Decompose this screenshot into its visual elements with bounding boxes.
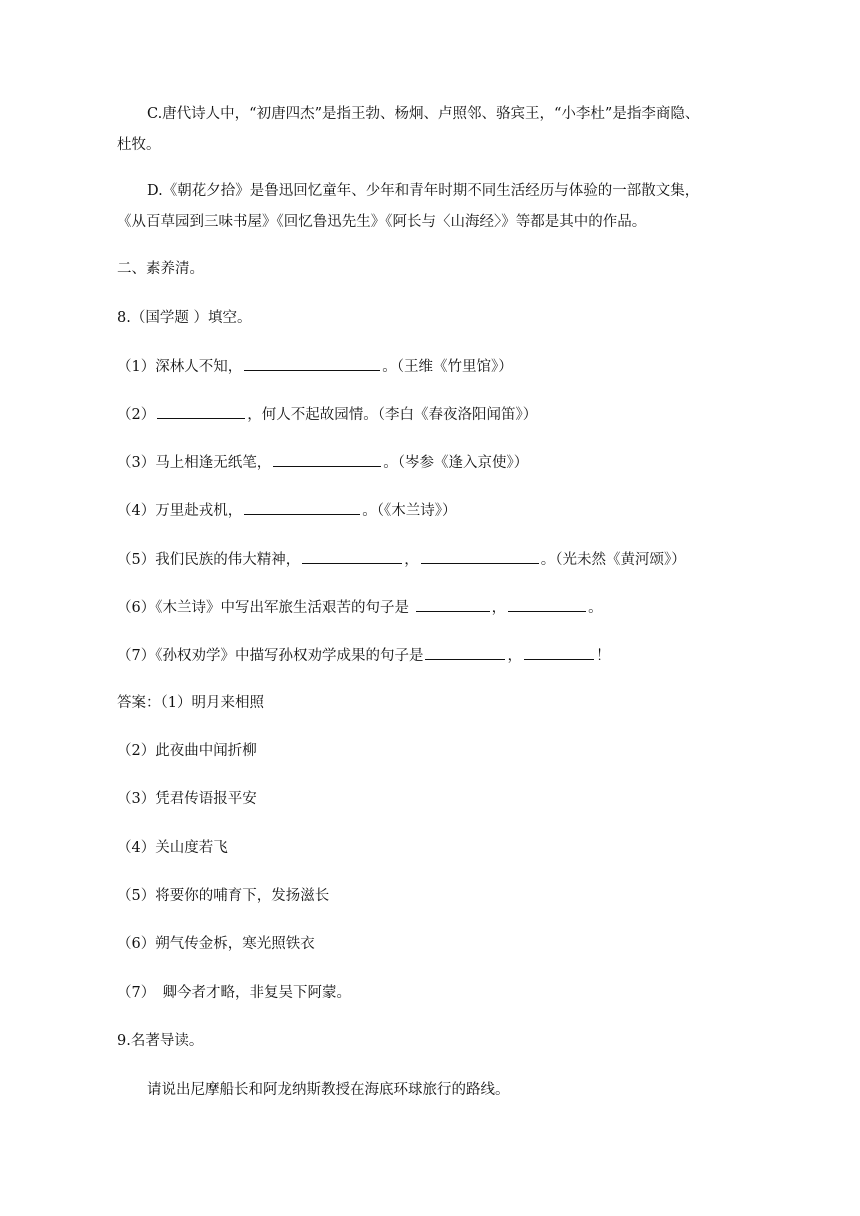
q8-item-5-mid: ， [404, 552, 419, 568]
q8-item-3-prefix: （3）马上相逢无纸笔， [117, 455, 272, 471]
q8-item-6-prefix: （6）《木兰诗》中写出军旅生活艰苦的句子是 [117, 600, 414, 616]
q8-item-4-suffix: 。（《木兰诗》） [362, 503, 457, 519]
q8-item-7 [117, 645, 610, 666]
q8-item-5-suffix: 。（光未然《黄河颂》） [540, 552, 686, 568]
q8-item-5-blank-2[interactable] [421, 549, 539, 564]
q8-item-2-prefix: （2） [117, 407, 156, 423]
q8-item-1-prefix: （1）深林人不知， [117, 359, 243, 375]
answer-item-6: （6）朔气传金柝，寒光照铁衣 [117, 936, 315, 952]
q8-item-4 [117, 500, 456, 521]
q8-item-2-suffix: （李白《春夜洛阳闻笛》） [377, 407, 538, 423]
q8-item-3-blank[interactable] [273, 452, 381, 467]
q8-item-2-blank[interactable] [157, 404, 245, 419]
question-9-title: 9.名著导读。 [117, 1033, 204, 1049]
q8-item-2 [117, 404, 537, 425]
q8-item-2-mid: ，何人不起故园情。 [247, 407, 378, 423]
option-c-line2: 杜牧。 [117, 137, 161, 153]
answer-item-4: （4）关山度若飞 [117, 840, 228, 856]
question-8-title: 8.（国学题 ）填空。 [117, 310, 252, 326]
option-d-line2: 《从百草园到三味书屋》《回忆鲁迅先生》《阿长与〈山海经〉》等都是其中的作品。 [117, 214, 647, 230]
q8-item-7-mid: ， [507, 648, 522, 664]
option-d-line1: D.《朝花夕拾》是鲁迅回忆童年、少年和青年时期不同生活经历与体验的一部散文集， [147, 183, 700, 199]
q8-item-6-suffix: 。 [588, 600, 603, 616]
q8-item-6-blank-2[interactable] [508, 597, 586, 612]
q8-item-6-mid: ， [491, 600, 507, 616]
q8-item-4-prefix: （4）万里赴戎机， [117, 503, 243, 519]
q8-item-1-blank[interactable] [244, 356, 380, 371]
q8-item-6-blank-1[interactable] [416, 597, 490, 612]
option-c-line1: C.唐代诗人中，“初唐四杰”是指王勃、杨炯、卢照邻、骆宾王，“小李杜”是指李商隐、 [147, 106, 700, 122]
section-title: 二、素养清。 [117, 261, 204, 277]
q8-item-3-suffix: 。（岑参《逢入京使》） [383, 455, 529, 471]
q8-item-3 [117, 452, 528, 473]
q8-item-7-blank-2[interactable] [524, 645, 594, 660]
q8-item-5 [117, 549, 686, 570]
q8-item-4-blank[interactable] [244, 500, 360, 515]
q8-item-1-suffix: 。（王维《竹里馆》） [382, 359, 513, 375]
answer-item-2: （2）此夜曲中闻折柳 [117, 743, 257, 759]
answer-item-5: （5）将要你的哺育下，发扬滋长 [117, 888, 330, 904]
q8-item-7-prefix: （7）《孙权劝学》中描写孙权劝学成果的句子是 [117, 648, 424, 664]
answer-item-3: （3）凭君传语报平安 [117, 791, 257, 807]
answer-item-1: （1）明月来相照 [160, 695, 264, 711]
question-9-prompt: 请说出尼摩船长和阿龙纳斯教授在海底环球旅行的路线。 [147, 1082, 510, 1098]
q8-item-1 [117, 356, 513, 377]
q8-item-6 [117, 597, 603, 618]
q8-item-7-suffix: ！ [595, 648, 611, 664]
answer-label: 答案： [117, 695, 161, 711]
q8-item-5-blank-1[interactable] [302, 549, 402, 564]
answer-line-1 [117, 693, 264, 713]
answer-item-7: （7） 卿今者才略，非复吴下阿蒙。 [117, 985, 351, 1001]
q8-item-5-prefix: （5）我们民族的伟大精神， [117, 552, 301, 568]
q8-item-7-blank-1[interactable] [425, 645, 505, 660]
